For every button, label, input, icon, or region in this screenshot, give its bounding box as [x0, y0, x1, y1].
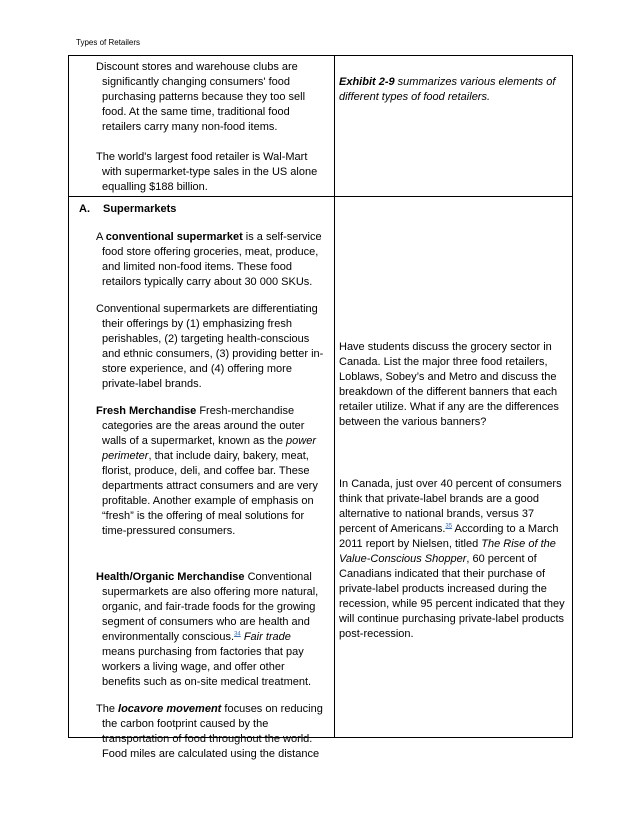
exhibit-reference: Exhibit 2-9	[339, 76, 395, 88]
row1-right-cell	[339, 75, 567, 105]
fresh-text-b: , that include dairy, bakery, meat, florist, produce, deli, and coffee bar. These departments attract consumers and are very profitable. Another example of emphasis on “fresh” is the offering of meal solutions for time-pressured consumers.	[102, 450, 318, 537]
section-letter: A.	[79, 203, 90, 215]
canada-text-b: According to a March 2011 report by Nielsen, titled	[339, 523, 559, 550]
column-divider	[334, 56, 335, 737]
footnote-35-link[interactable]: 35	[445, 523, 453, 530]
report-title: The Rise of the Value-Conscious Shopper	[339, 538, 556, 565]
row2-right-discussion	[339, 340, 567, 430]
section-title: Supermarkets	[103, 203, 177, 215]
footnote-34-link[interactable]: 34	[234, 631, 241, 638]
health-organic-paragraph	[96, 570, 324, 690]
content-table	[68, 55, 573, 760]
conventional-paragraph	[96, 230, 324, 290]
canada-text-a: In Canada, just over 40 percent of consumers think that private-label brands are a good alternative to national brands, versus 37 percent of Americans.	[339, 478, 562, 535]
differentiating-paragraph: Conventional supermarkets are differentiating their offerings by (1) emphasizing fresh perishables, (2) targeting health-conscious and ethnic consumers, (3) providing better in-store experience, and (4) offering more private-label brands.	[96, 303, 324, 390]
fresh-merchandise-paragraph	[96, 404, 324, 539]
health-organic-heading: Health/Organic Merchandise	[96, 571, 245, 583]
locavore-term: locavore movement	[118, 703, 222, 715]
discussion-paragraph: Have students discuss the grocery sector in Canada. List the major three food retailers, Loblaws, Sobey’s and Metro and discuss the breakdown of the different banners that each retailer utilize. What if any are the differences between the various banners?	[339, 341, 559, 428]
locavore-pre: The	[96, 703, 119, 715]
health-text-b: means purchasing from factories that pay workers a living wage, and offer other benefits such as on-site medical treatment.	[102, 646, 312, 688]
conventional-term: conventional supermarket	[105, 231, 243, 243]
page-header: Types of Retailers	[76, 38, 141, 47]
row1-left-cell	[96, 60, 324, 195]
conventional-text: is a self-service food store offering groceries, meat, produce, and limited non-food items. These food retailors typically carry about 30 000 SKUs.	[102, 231, 322, 288]
health-text-a: Conventional supermarkets are also offering more natural, organic, and fair-trade foods for the growing segment of consumers who are health and environmentally conscious.	[102, 571, 319, 643]
canada-paragraph	[339, 477, 567, 642]
row2-left-cell	[96, 230, 324, 762]
walmart-paragraph: The world's largest food retailer is Wal-Mart with supermarket-type sales in the US alone equalling $188 billion.	[96, 151, 318, 193]
fresh-merchandise-heading: Fresh Merchandise	[96, 405, 197, 417]
locavore-paragraph	[96, 702, 324, 762]
row-divider	[69, 196, 572, 197]
section-heading	[79, 202, 176, 217]
discount-stores-paragraph: Discount stores and warehouse clubs are significantly changing consumers' food purchasing patterns because they too sell food. At the same time, traditional food retailers carry many non-food items.	[96, 61, 306, 133]
canada-text-c: , 60 percent of Canadians indicated that their purchase of private-label products increased during the recession, while 95 percent indicated that they will continue purchasing private-label products post-recession.	[339, 553, 565, 640]
locavore-text: focuses on reducing the carbon footprint caused by the transportation of food throughout the world. Food miles are calculated using the distance	[102, 703, 323, 760]
row2-right-canada	[339, 477, 567, 642]
fair-trade-term: Fair trade	[240, 631, 291, 643]
fresh-text-a: Fresh-merchandise categories are the areas around the outer walls of a supermarket, known as the	[102, 405, 305, 447]
exhibit-paragraph	[339, 75, 567, 105]
conventional-pre: A	[96, 231, 106, 243]
exhibit-text: summarizes various elements of different types of food retailers.	[339, 76, 556, 103]
power-perimeter-term: power perimeter	[102, 435, 316, 462]
